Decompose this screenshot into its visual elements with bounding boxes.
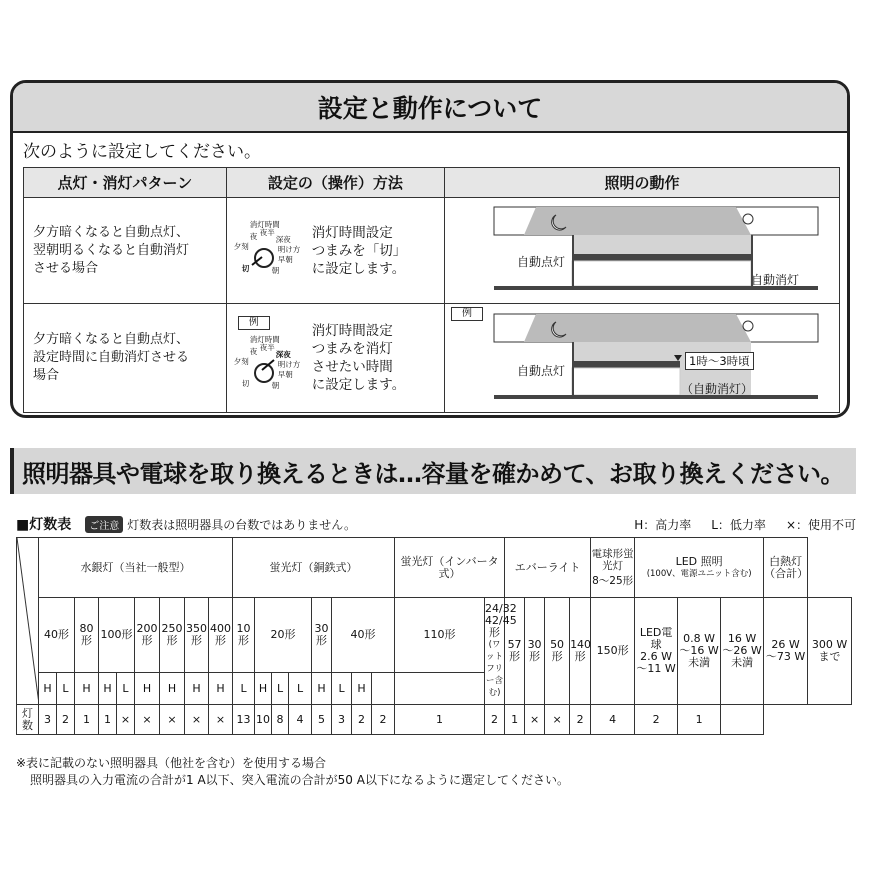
count-cell: × xyxy=(209,705,233,735)
row2-condition: 夕方暗くなると自動点灯、 設定時間に自動消灯させる 場合 xyxy=(24,304,227,413)
count-cell: × xyxy=(160,705,185,735)
factor-cell: H xyxy=(99,673,117,705)
header-method: 設定の（操作）方法 xyxy=(226,168,444,198)
size-m100: 100形 xyxy=(99,598,135,673)
factor-cell: L xyxy=(332,673,352,705)
auto-on-label: 自動点灯 xyxy=(517,255,566,269)
size-f110: 110形 xyxy=(395,598,485,673)
timer-dial-icon: 消灯時間 夜 夜半 深夜 夕刻 明け方 早朝 切 朝 xyxy=(233,219,301,275)
row1-behavior xyxy=(445,198,840,304)
header-behavior: 照明の動作 xyxy=(445,168,840,198)
count-cell: 1 xyxy=(505,705,525,735)
auto-off-label: （自動消灯） xyxy=(681,382,754,396)
factor-cell: H xyxy=(185,673,209,705)
size-e150: 150形 xyxy=(591,598,635,705)
note-line-2: 照明器具の入力電流の合計が1 A以下、突入電流の合計が50 A以下になるように選定してください。 xyxy=(30,773,569,787)
group-ever-light: エバーライト xyxy=(505,538,591,598)
count-cell: 2 xyxy=(485,705,505,735)
factor-cell: H xyxy=(75,673,99,705)
count-cell: × xyxy=(117,705,135,735)
count-cell: 13 xyxy=(233,705,255,735)
row2-method: 例 消灯時間 夜 夜半 深夜 夕刻 明け方 早朝 切 朝 消灯時間設定 つまみを消灯 させたい時間 に設定します。 xyxy=(226,304,444,413)
count-cell: 2 xyxy=(352,705,372,735)
row2-timeline xyxy=(446,305,838,411)
factor-cell: L xyxy=(289,673,312,705)
group-mercury: 水銀灯（当社一般型） xyxy=(39,538,233,598)
legend-l: L：低力率 xyxy=(711,517,766,532)
table-subheader xyxy=(16,514,856,534)
count-cell: 1 xyxy=(75,705,99,735)
count-cell: × xyxy=(185,705,209,735)
size-m350: 350形 xyxy=(185,598,209,673)
size-e140: 140形 xyxy=(570,598,591,705)
size-led2: 16 W ～26 W 未満 xyxy=(721,598,764,705)
size-e50: 50形 xyxy=(545,598,570,705)
size-led1: 0.8 W ～16 W 未満 xyxy=(678,598,721,705)
factor-cell: H xyxy=(209,673,233,705)
auto-off-label: 自動消灯 xyxy=(751,273,800,287)
factor-cell: H xyxy=(160,673,185,705)
factor-cell: L xyxy=(233,673,255,705)
size-e30: 30形 xyxy=(525,598,545,705)
group-incandescent: 白熱灯（合計） xyxy=(764,538,808,598)
factor-cell: H xyxy=(312,673,332,705)
size-m200: 200形 xyxy=(135,598,160,673)
group-fluor-copper: 蛍光灯（銅鉄式） xyxy=(233,538,395,598)
count-cell: 10 xyxy=(255,705,272,735)
legend xyxy=(634,516,856,533)
size-inv: 24/32 42/45形 (ワットフリー含む) xyxy=(485,598,505,705)
caution-badge: ご注意 xyxy=(85,516,123,533)
size-m250: 250形 xyxy=(160,598,185,673)
count-cell: 3 xyxy=(332,705,352,735)
size-f30: 30形 xyxy=(312,598,332,673)
count-cell: × xyxy=(525,705,545,735)
settings-intro: 次のように設定してください。 xyxy=(23,142,261,162)
diag-cell xyxy=(17,538,39,705)
count-cell: 2 xyxy=(372,705,395,735)
size-led3: 26 W ～73 W xyxy=(764,598,808,705)
count-row-label: 灯数 xyxy=(17,705,39,735)
factor-cell: H xyxy=(39,673,57,705)
lamp-count-table xyxy=(16,537,852,735)
factor-cell xyxy=(372,673,395,705)
size-m400: 400形 xyxy=(209,598,233,673)
group-fluor-inverter: 蛍光灯（インバータ式） xyxy=(395,538,505,598)
count-cell: 3 xyxy=(39,705,57,735)
row1-condition: 夕方暗くなると自動点灯、 翌朝明るくなると自動消灯 させる場合 xyxy=(24,198,227,304)
timer-dial-icon: 消灯時間 夜 夜半 深夜 夕刻 明け方 早朝 切 朝 xyxy=(233,335,301,390)
row1-method: 消灯時間 夜 夜半 深夜 夕刻 明け方 早朝 切 朝 消灯時間設定 つまみを「切」 に設定します。 xyxy=(226,198,444,304)
legend-x: ×：使用不可 xyxy=(785,517,856,532)
count-cell: 2 xyxy=(57,705,75,735)
header-pattern: 点灯・消灯パターン xyxy=(24,168,227,198)
time-callout: 1時～3時頃 xyxy=(685,352,754,370)
size-bulb: LED電球 2.6 W ～11 W xyxy=(635,598,678,705)
count-cell: 1 xyxy=(395,705,485,735)
count-cell: 2 xyxy=(570,705,591,735)
count-cell: 1 xyxy=(678,705,721,735)
settings-panel xyxy=(10,80,850,418)
factor-cell: L xyxy=(57,673,75,705)
count-cell xyxy=(721,705,764,735)
factor-cell: H xyxy=(352,673,372,705)
count-cell: 2 xyxy=(635,705,678,735)
size-inc: 300 W まで xyxy=(808,598,852,705)
size-inv57: 57形 xyxy=(505,598,525,705)
settings-table xyxy=(23,167,840,413)
count-row xyxy=(17,705,852,735)
example-badge: 例 xyxy=(451,307,483,321)
factor-cell: L xyxy=(272,673,289,705)
count-cell: 4 xyxy=(591,705,635,735)
count-cell: 1 xyxy=(99,705,117,735)
factor-cell: H xyxy=(255,673,272,705)
caution-text: 灯数表は照明器具の台数ではありません。 xyxy=(127,517,356,532)
count-cell: × xyxy=(545,705,570,735)
count-cell: × xyxy=(135,705,160,735)
auto-on-label: 自動点灯 xyxy=(517,364,566,378)
size-f10: 10形 xyxy=(233,598,255,673)
row2-behavior xyxy=(445,304,840,413)
note-line-1: ※表に記載のない照明器具（他社を含む）を使用する場合 xyxy=(16,756,327,770)
table-title: ■灯数表 xyxy=(16,517,72,533)
size-f40: 40形 xyxy=(332,598,395,673)
factor-cell: L xyxy=(117,673,135,705)
replace-heading: 照明器具や電球を取り換えるときは…容量を確かめて、お取り換えください。 xyxy=(10,448,856,494)
size-f20: 20形 xyxy=(255,598,312,673)
example-badge: 例 xyxy=(238,316,270,330)
count-cell: 8 xyxy=(272,705,289,735)
size-m40: 40形 xyxy=(39,598,75,673)
legend-h: H：高力率 xyxy=(634,517,692,532)
group-bulb-fluor: 電球形蛍光灯 8～25形 xyxy=(591,538,635,598)
factor-cell: H xyxy=(135,673,160,705)
count-cell: 5 xyxy=(312,705,332,735)
settings-title: 設定と動作について xyxy=(13,83,847,133)
count-cell: 4 xyxy=(289,705,312,735)
group-led: LED 照明 (100V、電源ユニット含む) xyxy=(635,538,764,598)
size-m80: 80形 xyxy=(75,598,99,673)
